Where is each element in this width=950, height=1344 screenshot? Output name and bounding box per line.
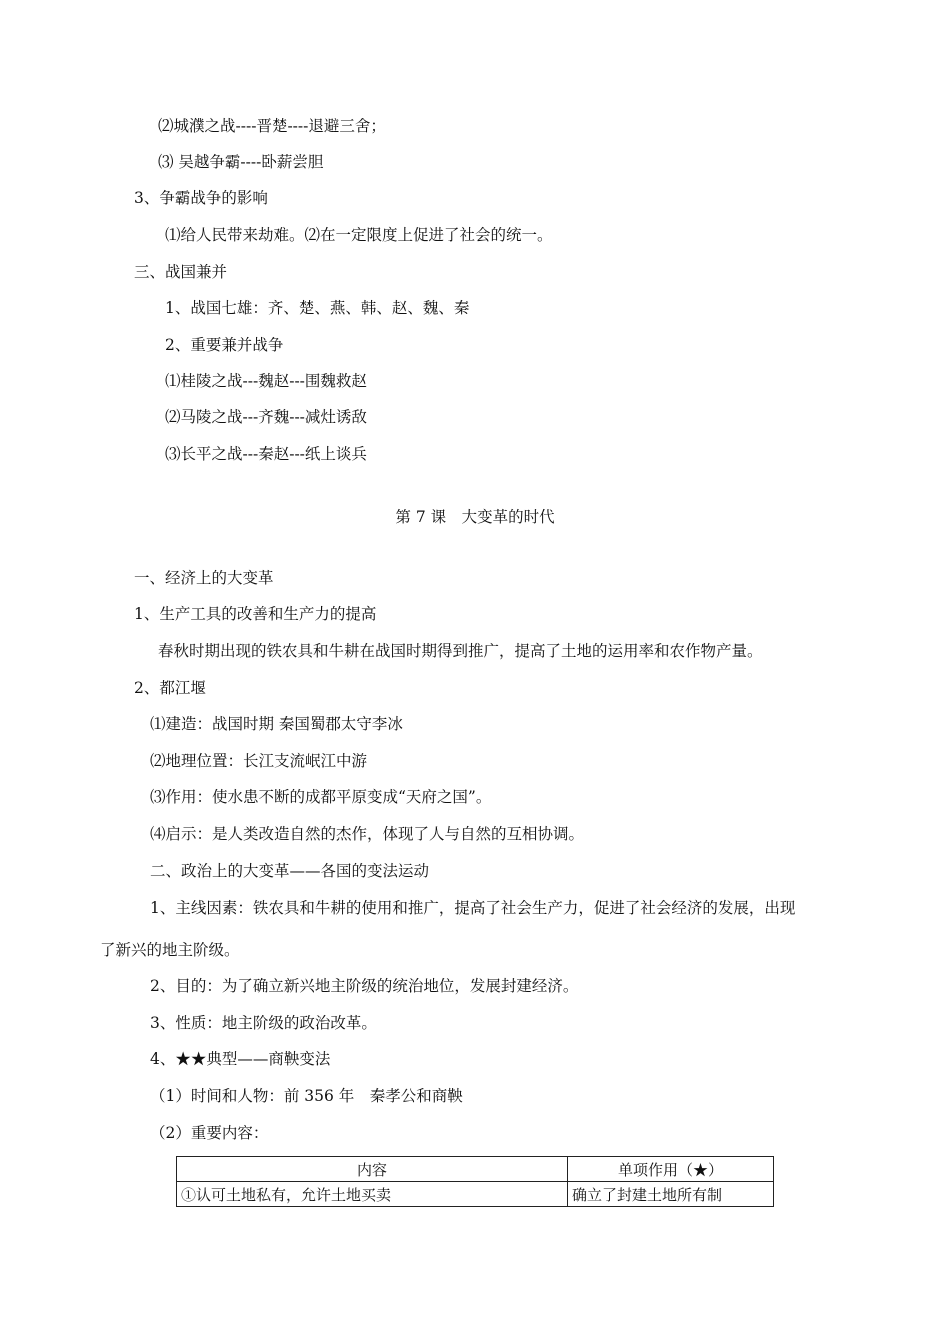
table-row — [177, 1182, 774, 1207]
text-line: ⑵地理位置：长江支流岷江中游 — [150, 752, 368, 770]
text-line: 3、性质：地主阶级的政治改革。 — [150, 1014, 377, 1032]
text-line: ⑵马陵之战---齐魏---减灶诱敌 — [165, 408, 367, 426]
table-header-cell: 单项作用（★） — [568, 1157, 774, 1182]
text-line: ⑴建造：战国时期 秦国蜀郡太守李冰 — [150, 715, 403, 733]
text-line: 1、主线因素：铁农具和牛耕的使用和推广，提高了社会生产力，促进了社会经济的发展，出现 — [150, 899, 796, 917]
table-header-row — [177, 1157, 774, 1182]
text-line: ⑷启示：是人类改造自然的杰作，体现了人与自然的互相协调。 — [150, 825, 585, 843]
text-line: （1）时间和人物：前 356 年 秦孝公和商鞅 — [150, 1087, 463, 1105]
text-line: 2、目的：为了确立新兴地主阶级的统治地位，发展封建经济。 — [150, 977, 579, 995]
text-line: 了新兴的地主阶级。 — [100, 941, 240, 959]
text-line: 2、重要兼并战争 — [165, 336, 284, 354]
section-heading: 二、政治上的大变革——各国的变法运动 — [150, 862, 430, 880]
text-line: ⑶长平之战---秦赵---纸上谈兵 — [165, 445, 367, 463]
lesson-title: 第 7 课 大变革的时代 — [395, 508, 555, 526]
text-line: ⑵城濮之战----晋楚----退避三舍； — [158, 117, 386, 135]
table-cell: 确立了封建土地所有制 — [568, 1182, 774, 1207]
table-header-cell: 内容 — [177, 1157, 568, 1182]
section-heading: 1、生产工具的改善和生产力的提高 — [134, 605, 377, 623]
section-heading: 3、争霸战争的影响 — [134, 189, 268, 207]
text-line: ⑶作用：使水患不断的成都平原变成“天府之国”。 — [150, 788, 492, 806]
text-line: ⑴桂陵之战---魏赵---围魏救赵 — [165, 372, 367, 390]
section-heading: 一、经济上的大变革 — [134, 569, 274, 587]
text-line: 春秋时期出现的铁农具和牛耕在战国时期得到推广，提高了土地的运用率和农作物产量。 — [158, 642, 763, 660]
section-heading: 2、都江堰 — [134, 679, 206, 697]
text-line: 4、★★典型——商鞅变法 — [150, 1050, 331, 1068]
section-heading: 三、战国兼并 — [134, 263, 228, 281]
text-line: ⑶ 吴越争霸----卧薪尝胆 — [158, 153, 324, 171]
text-line: （2）重要内容： — [150, 1124, 269, 1142]
table-cell: ①认可土地私有，允许土地买卖 — [177, 1182, 568, 1207]
content-table — [176, 1156, 774, 1207]
text-line: 1、战国七雄：齐、楚、燕、韩、赵、魏、秦 — [165, 299, 470, 317]
text-line: ⑴给人民带来劫难。⑵在一定限度上促进了社会的统一。 — [165, 226, 553, 244]
